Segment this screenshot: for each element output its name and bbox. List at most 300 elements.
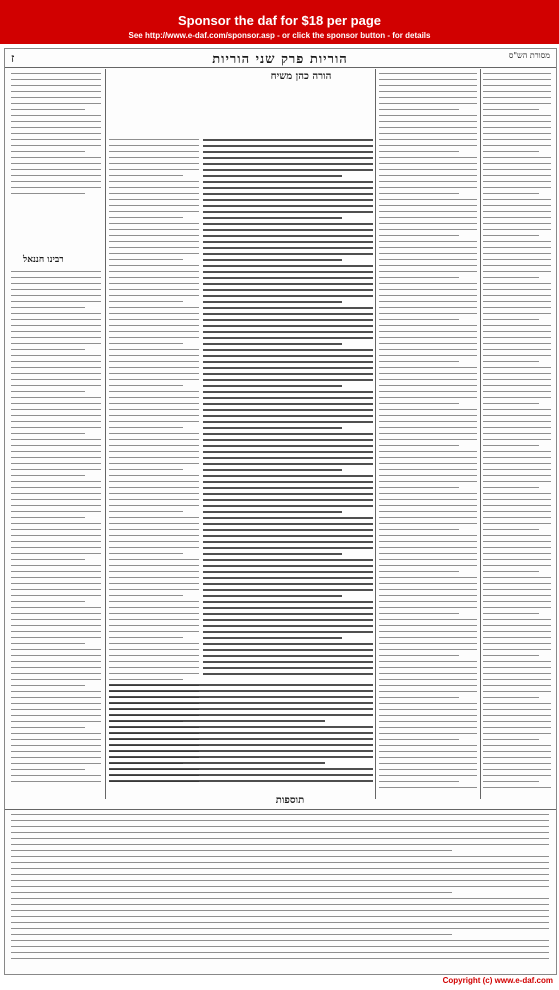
text-line [11, 499, 101, 500]
text-line [379, 283, 477, 284]
text-line [109, 661, 199, 662]
text-line [379, 463, 477, 464]
text-line [109, 331, 199, 332]
text-line [11, 946, 549, 947]
text-line [109, 613, 199, 614]
text-line [109, 619, 199, 620]
text-line [483, 607, 551, 608]
text-line [379, 97, 477, 98]
text-line [11, 169, 101, 170]
text-line [109, 768, 373, 770]
text-line [483, 739, 539, 740]
text-line [109, 535, 199, 536]
text-line [483, 667, 551, 668]
text-line [203, 391, 373, 393]
text-line [483, 415, 551, 416]
text-line [11, 904, 549, 905]
text-line [11, 187, 101, 188]
text-line [483, 481, 551, 482]
text-line [379, 751, 477, 752]
text-line [11, 595, 101, 596]
text-line [11, 826, 549, 827]
text-line [379, 589, 477, 590]
text-line [203, 667, 373, 669]
text-line [11, 469, 101, 470]
text-line [109, 277, 199, 278]
text-line [203, 373, 373, 375]
text-line [379, 475, 477, 476]
text-line [379, 775, 477, 776]
text-line [203, 169, 373, 171]
text-line [379, 109, 459, 110]
text-line [203, 589, 373, 591]
text-line [109, 708, 373, 710]
text-line [203, 295, 373, 297]
text-line [379, 253, 477, 254]
text-line [379, 445, 459, 446]
text-line [109, 714, 373, 716]
text-line [379, 757, 477, 758]
text-line [203, 223, 373, 225]
text-line [11, 391, 85, 392]
margin-notes-top [11, 73, 101, 203]
text-line [483, 625, 551, 626]
text-line [203, 157, 373, 159]
text-line [11, 613, 101, 614]
text-line [109, 151, 199, 152]
text-line [379, 385, 477, 386]
text-line [109, 679, 183, 680]
text-line [483, 427, 551, 428]
text-line [203, 643, 373, 645]
text-line [483, 397, 551, 398]
text-line [11, 691, 101, 692]
text-line [109, 702, 373, 704]
text-line [109, 211, 199, 212]
text-line [11, 916, 549, 917]
text-line [109, 696, 373, 698]
text-line [203, 565, 373, 567]
text-line [483, 343, 551, 344]
text-line [483, 241, 551, 242]
text-line [11, 307, 85, 308]
text-line [11, 625, 101, 626]
text-line [203, 319, 373, 321]
text-line [109, 205, 199, 206]
text-line [109, 547, 199, 548]
text-line [11, 121, 101, 122]
text-line [109, 774, 373, 776]
text-line [11, 73, 101, 74]
text-line [379, 397, 477, 398]
text-line [483, 163, 551, 164]
text-line [203, 325, 373, 327]
text-line [483, 391, 551, 392]
text-line [109, 445, 199, 446]
rashi-column [379, 73, 477, 793]
text-line [11, 433, 85, 434]
text-line [11, 589, 101, 590]
text-line [11, 355, 101, 356]
text-line [483, 673, 551, 674]
text-line [11, 439, 101, 440]
text-line [11, 373, 101, 374]
text-line [483, 409, 551, 410]
text-line [483, 661, 551, 662]
text-line [203, 271, 373, 273]
text-line [203, 145, 373, 147]
text-line [11, 343, 101, 344]
text-line [109, 349, 199, 350]
text-line [379, 739, 459, 740]
text-line [379, 583, 477, 584]
text-line [109, 475, 199, 476]
sponsor-subtitle[interactable]: See http://www.e-daf.com/sponsor.asp - or click the sponsor button - for details [128, 31, 431, 40]
text-line [483, 385, 551, 386]
text-line [379, 697, 459, 698]
text-line [109, 732, 373, 734]
text-line [379, 217, 477, 218]
text-line [203, 205, 373, 207]
text-line [483, 349, 551, 350]
text-line [483, 685, 551, 686]
text-line [379, 613, 459, 614]
text-line [379, 331, 477, 332]
text-line [109, 553, 183, 554]
text-line [483, 655, 539, 656]
text-line [483, 769, 551, 770]
text-line [379, 325, 477, 326]
text-line [109, 481, 199, 482]
text-line [379, 625, 477, 626]
text-line [109, 265, 199, 266]
text-line [11, 277, 101, 278]
text-line [379, 571, 459, 572]
text-line [379, 157, 477, 158]
text-line [11, 493, 101, 494]
text-line [11, 523, 101, 524]
text-line [483, 301, 551, 302]
text-line [11, 157, 101, 158]
bottom-section-rule [5, 809, 556, 810]
text-line [379, 667, 477, 668]
text-line [483, 187, 551, 188]
text-line [203, 457, 373, 459]
text-line [109, 337, 199, 338]
text-line [11, 850, 452, 851]
text-line [109, 463, 199, 464]
text-line [203, 439, 373, 441]
text-line [109, 667, 199, 668]
text-line [379, 151, 459, 152]
text-line [11, 769, 85, 770]
text-line [483, 133, 551, 134]
text-line [483, 787, 551, 788]
text-line [379, 313, 477, 314]
rabbeinu-chananel-text [11, 271, 101, 791]
text-line [483, 721, 551, 722]
text-line [483, 271, 551, 272]
text-line [109, 235, 199, 236]
text-line [109, 529, 199, 530]
text-line [379, 661, 477, 662]
text-line [483, 613, 539, 614]
text-line [379, 415, 477, 416]
text-line [11, 271, 101, 272]
text-line [109, 247, 199, 248]
text-line [11, 331, 101, 332]
text-line [109, 241, 199, 242]
text-line [379, 529, 459, 530]
text-line [483, 523, 551, 524]
text-line [11, 175, 101, 176]
text-line [203, 493, 373, 495]
text-line [203, 481, 373, 483]
text-line [483, 637, 551, 638]
text-line [203, 289, 373, 291]
text-line [379, 139, 477, 140]
sponsor-title[interactable]: Sponsor the daf for $18 per page [178, 13, 381, 28]
text-line [203, 313, 373, 315]
column-rule-center [375, 69, 376, 799]
text-line [379, 631, 477, 632]
text-line [109, 493, 199, 494]
text-line [379, 721, 477, 722]
text-line [11, 649, 101, 650]
text-line [109, 487, 199, 488]
text-line [109, 259, 183, 260]
text-line [379, 517, 477, 518]
text-line [483, 421, 551, 422]
text-line [379, 457, 477, 458]
text-line [379, 145, 477, 146]
text-line [109, 643, 199, 644]
text-line [379, 223, 477, 224]
text-line [483, 541, 551, 542]
text-line [379, 181, 477, 182]
text-line [11, 475, 85, 476]
margin-header: מסורת הש"ס [508, 51, 550, 60]
text-line [203, 379, 373, 381]
text-line [379, 685, 477, 686]
text-line [11, 874, 549, 875]
text-line [109, 756, 373, 758]
text-line [379, 577, 477, 578]
text-line [379, 295, 477, 296]
text-line [11, 487, 101, 488]
text-line [109, 415, 199, 416]
text-line [203, 415, 373, 417]
text-line [483, 487, 539, 488]
text-line [11, 301, 101, 302]
talmud-page [4, 48, 557, 975]
text-line [109, 720, 325, 722]
text-line [11, 745, 101, 746]
text-line [379, 727, 477, 728]
text-line [483, 307, 551, 308]
text-line [11, 697, 101, 698]
text-line [109, 343, 183, 344]
text-line [483, 691, 551, 692]
text-line [483, 229, 551, 230]
text-line [203, 463, 373, 465]
text-line [109, 744, 373, 746]
text-line [11, 619, 101, 620]
text-line [109, 625, 199, 626]
text-line [109, 223, 199, 224]
text-line [11, 535, 101, 536]
text-line [109, 762, 325, 764]
text-line [109, 361, 199, 362]
text-line [379, 487, 459, 488]
text-line [483, 109, 539, 110]
text-line [203, 265, 373, 267]
text-line [109, 325, 199, 326]
text-line [379, 259, 477, 260]
text-line [483, 145, 551, 146]
text-line [483, 175, 551, 176]
text-line [11, 820, 549, 821]
text-line [11, 139, 101, 140]
text-line [379, 355, 477, 356]
text-line [11, 856, 549, 857]
text-line [11, 607, 101, 608]
text-line [483, 577, 551, 578]
text-line [483, 781, 539, 782]
text-line [109, 595, 183, 596]
text-line [483, 373, 551, 374]
text-line [11, 541, 101, 542]
text-line [11, 193, 85, 194]
text-line [483, 445, 539, 446]
text-line [11, 505, 101, 506]
text-line [483, 457, 551, 458]
sponsor-banner[interactable] [0, 0, 559, 44]
page-header-title: הוריות פרק שני הוריות [212, 52, 348, 67]
text-line [11, 679, 101, 680]
text-line [483, 151, 539, 152]
text-line [109, 523, 199, 524]
text-line [379, 733, 477, 734]
text-line [483, 757, 551, 758]
text-line [11, 757, 101, 758]
text-line [203, 421, 373, 423]
text-line [379, 127, 477, 128]
text-line [109, 684, 373, 686]
text-line [109, 559, 199, 560]
main-section-title: הורה כהן משיח [270, 71, 332, 82]
text-line [109, 319, 199, 320]
text-line [203, 199, 373, 201]
text-line [11, 952, 549, 953]
text-line [379, 175, 477, 176]
text-line [379, 247, 477, 248]
column-rule-left [105, 69, 106, 799]
text-line [11, 715, 101, 716]
text-line [203, 487, 373, 489]
page-number: ז [11, 51, 15, 65]
text-line [379, 523, 477, 524]
text-line [109, 157, 199, 158]
text-line [379, 607, 477, 608]
text-line [11, 577, 101, 578]
text-line [109, 637, 183, 638]
text-line [11, 868, 549, 869]
text-line [11, 451, 101, 452]
text-line [203, 511, 342, 513]
text-line [483, 97, 551, 98]
text-line [483, 193, 539, 194]
text-line [379, 235, 459, 236]
text-line [109, 607, 199, 608]
text-line [11, 934, 452, 935]
text-line [379, 703, 477, 704]
text-line [379, 493, 477, 494]
text-line [379, 205, 477, 206]
text-line [203, 475, 373, 477]
text-line [11, 409, 101, 410]
text-line [379, 367, 477, 368]
text-line [11, 367, 101, 368]
text-line [379, 643, 477, 644]
text-line [11, 151, 85, 152]
text-line [11, 403, 101, 404]
text-line [203, 451, 373, 453]
text-line [483, 319, 539, 320]
text-line [109, 511, 183, 512]
text-line [203, 583, 373, 585]
text-line [379, 469, 477, 470]
text-line [11, 559, 85, 560]
text-line [11, 361, 101, 362]
text-line [483, 325, 551, 326]
text-line [11, 181, 101, 182]
text-line [379, 265, 477, 266]
text-line [11, 127, 101, 128]
text-line [379, 85, 477, 86]
text-line [203, 505, 373, 507]
text-line [109, 391, 199, 392]
text-line [483, 451, 551, 452]
text-line [203, 529, 373, 531]
text-line [11, 103, 101, 104]
text-line [11, 517, 85, 518]
text-line [109, 397, 199, 398]
text-line [11, 79, 101, 80]
text-line [109, 571, 199, 572]
text-line [379, 601, 477, 602]
text-line [483, 493, 551, 494]
text-line [379, 763, 477, 764]
text-line [379, 79, 477, 80]
text-line [203, 301, 342, 303]
text-line [483, 583, 551, 584]
text-line [109, 253, 199, 254]
text-line [11, 91, 101, 92]
text-line [11, 427, 101, 428]
text-line [379, 637, 477, 638]
text-line [109, 385, 183, 386]
text-line [203, 673, 373, 675]
copyright-link[interactable]: Copyright (c) www.e-daf.com [442, 976, 553, 985]
text-line [11, 463, 101, 464]
text-line [11, 922, 549, 923]
text-line [109, 649, 199, 650]
text-line [11, 709, 101, 710]
text-line [203, 409, 373, 411]
text-line [203, 655, 373, 657]
text-line [483, 511, 551, 512]
